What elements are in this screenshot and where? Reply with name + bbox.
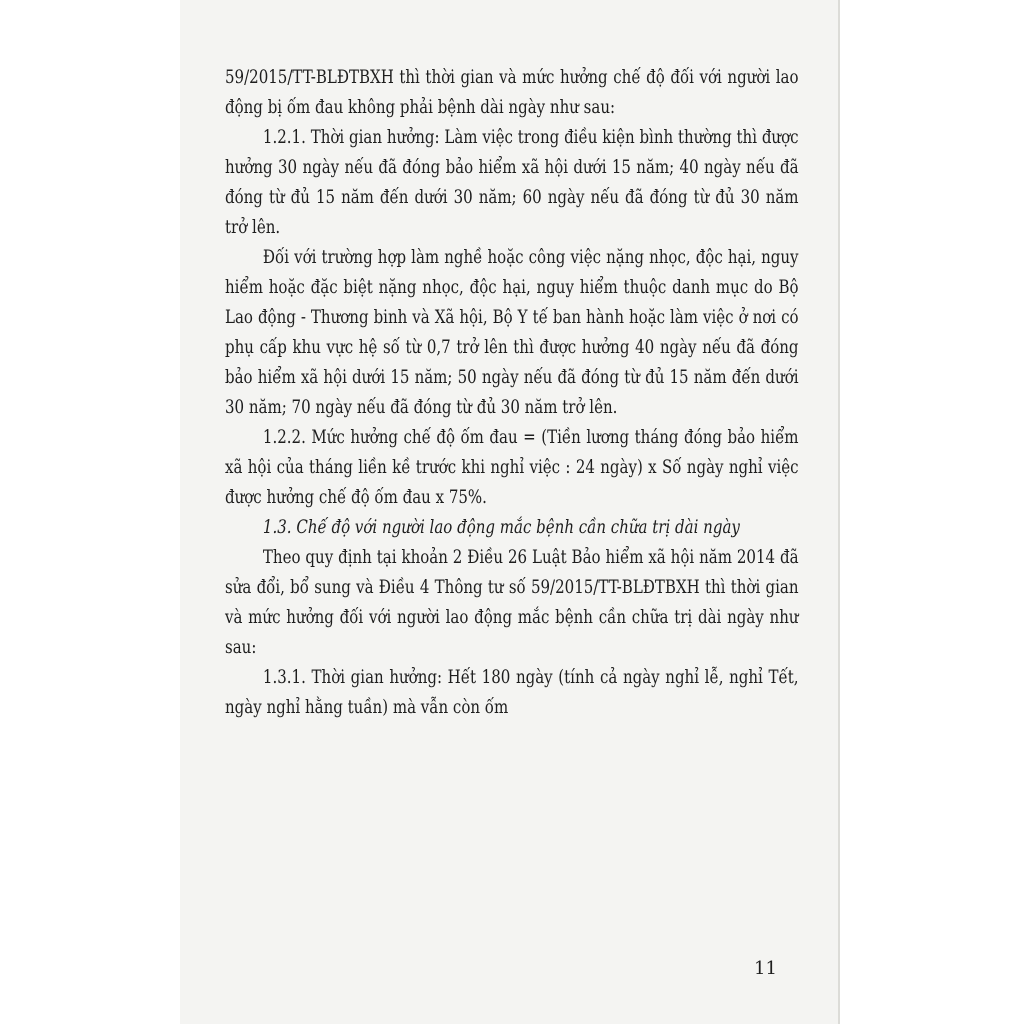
body-text — [225, 62, 799, 722]
paragraph: 1.2.1. Thời gian hưởng: Làm việc trong điều kiện bình thường thì được hưởng 30 ngày nếu đã đóng bảo hiểm xã hội dưới 15 năm; 40 ngày nếu đã đóng từ đủ 15 năm đến dưới 30 năm; 60 ngày nếu đã đóng từ đủ 30 năm trở lên. — [225, 126, 799, 238]
section-heading: 1.3. Chế độ với người lao động mắc bệnh cần chữa trị dài ngày — [262, 516, 740, 538]
paragraph: 1.3.1. Thời gian hưởng: Hết 180 ngày (tính cả ngày nghỉ lễ, nghỉ Tết, ngày nghỉ hằng tuần) mà vẫn còn ốm — [225, 666, 799, 718]
page-number: 11 — [754, 958, 777, 979]
paragraph: Theo quy định tại khoản 2 Điều 26 Luật Bảo hiểm xã hội năm 2014 đã sửa đổi, bổ sung và Điều 4 Thông tư số 59/2015/TT-BLĐTBXH thì thời gian và mức hưởng đối với người lao động mắc bệnh cần chữa trị dài ngày như sau: — [225, 546, 799, 658]
paragraph: 1.2.2. Mức hưởng chế độ ốm đau = (Tiền lương tháng đóng bảo hiểm xã hội của tháng liền kề trước khi nghỉ việc : 24 ngày) x Số ngày nghỉ việc được hưởng chế độ ốm đau x 75%. — [225, 426, 799, 508]
paragraph: Đối với trường hợp làm nghề hoặc công việc nặng nhọc, độc hại, nguy hiểm hoặc đặc biệt nặng nhọc, độc hại, nguy hiểm thuộc danh mục do Bộ Lao động - Thương binh và Xã hội, Bộ Y tế ban hành hoặc làm việc ở nơi có phụ cấp khu vực hệ số từ 0,7 trở lên thì được hưởng 40 ngày nếu đã đóng bảo hiểm xã hội dưới 15 năm; 50 ngày nếu đã đóng từ đủ 15 năm đến dưới 30 năm; 70 ngày nếu đã đóng từ đủ 30 năm trở lên. — [225, 246, 799, 418]
paragraph: 59/2015/TT-BLĐTBXH thì thời gian và mức hưởng chế độ đối với người lao động bị ốm đau không phải bệnh dài ngày như sau: — [225, 66, 799, 118]
book-page — [180, 0, 840, 1024]
page-edge — [838, 0, 840, 1024]
